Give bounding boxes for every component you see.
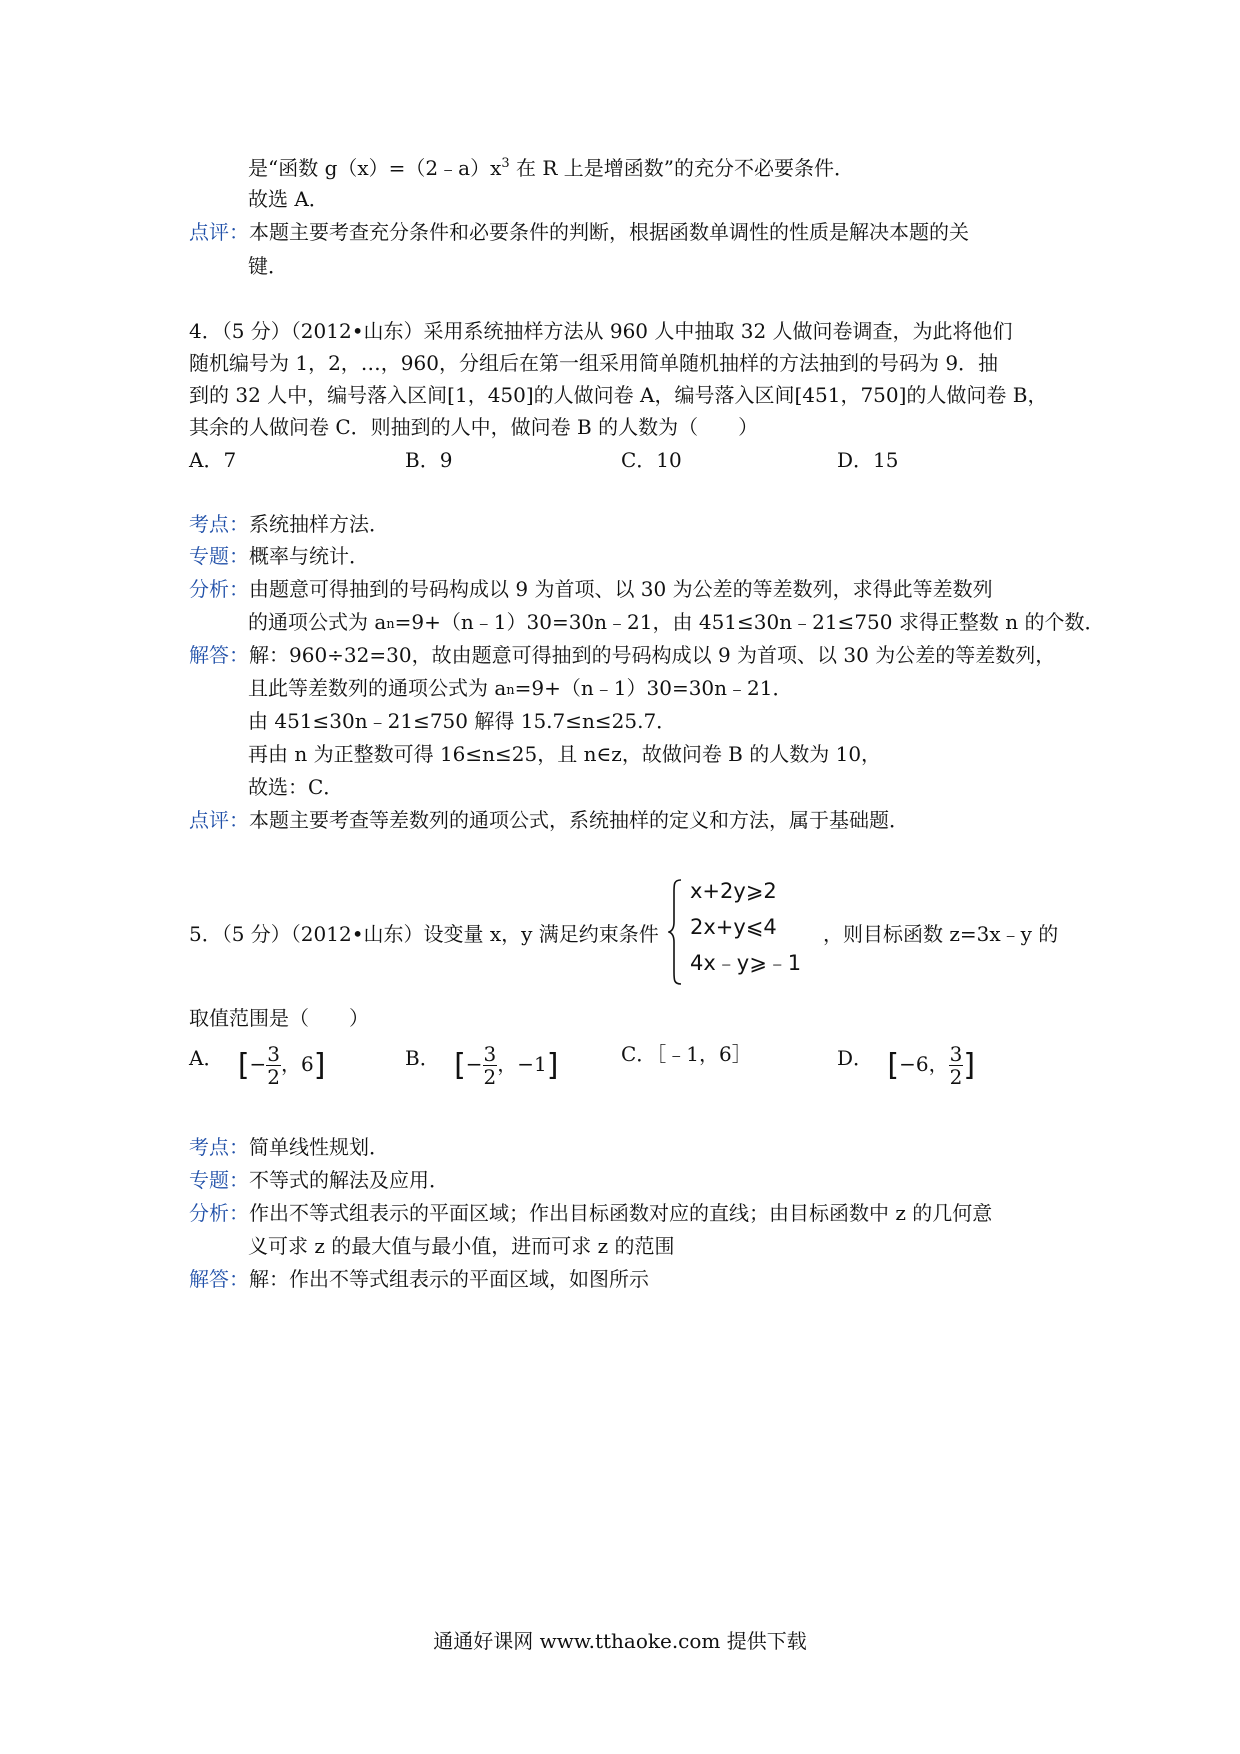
fraction [949,1044,964,1087]
dianping-label: 点评： [189,808,249,832]
option-b-rest: ，−1 [497,1052,547,1076]
q5-stem-line-2: 取值范围是（ ） [189,1006,369,1030]
q5-option-d [837,1038,976,1089]
constraint-system [668,878,818,986]
fenxi-text: 作出不等式组表示的平面区域；作出目标函数对应的直线；由目标函数中 z 的几何意 [249,1201,993,1225]
jieda-text-2b: =9+（n﹣1）30=30n﹣21． [514,676,793,700]
bracket: [ [887,1048,900,1083]
q4-stem-line-3: 到的 32 人中，编号落入区间[1，450]的人做问卷 A，编号落入区间[451，750]的人做问卷 B， [189,383,1048,407]
denominator: 2 [483,1065,497,1089]
q4-jieda-line-2 [248,675,793,701]
kaodian-label: 考点： [189,1135,249,1159]
denominator: 2 [949,1065,963,1089]
q4-option-b: B．9 [405,448,453,472]
jieda-label: 解答： [189,643,249,667]
zhuanti-label: 专题： [189,544,249,568]
footer: 通通好课网 www.tthaoke.com 提供下载 [433,1629,807,1653]
q5-option-c: C．［﹣1，6］ [621,1042,752,1066]
option-d-pre: −6， [899,1052,949,1076]
q4-kaodian [189,511,389,537]
q4-zhuanti [189,543,369,569]
q4-jieda-line-5: 故选：C． [248,775,344,799]
q5-stem-line-1a: 5．（5 分）（2012•山东）设变量 x，y 满足约束条件 [189,922,659,946]
numerator: 3 [483,1042,497,1066]
prev-comment-line [189,219,969,245]
fenxi-text-2a: 的通项公式为 a [248,610,387,634]
minus-sign: − [465,1052,483,1076]
option-a-label: A． [189,1046,224,1070]
subscript: n [386,617,395,632]
jieda-text-2a: 且此等差数列的通项公式为 a [248,676,507,700]
bracket: [ [454,1048,466,1083]
fenxi-text: 由题意可得抽到的号码构成以 9 为首项、以 30 为公差的等差数列，求得此等差数列 [249,577,993,601]
kaodian-label: 考点： [189,512,249,536]
constraint-3: 4x﹣y⩾﹣1 [690,951,802,975]
q4-dianping [189,807,909,833]
comment-label: 点评： [189,220,249,244]
constraint-1: x+2y⩾2 [690,879,777,903]
comment-text: 本题主要考查充分条件和必要条件的判断，根据函数单调性的性质是解决本题的关 [249,220,969,244]
q4-stem-line-2: 随机编号为 1，2，…，960，分组后在第一组采用简单随机抽样的方法抽到的号码为 9．抽 [189,351,999,375]
q5-stem-line-1b: ，则目标函数 z=3x﹣y 的 [823,922,1059,946]
jieda-text: 解：960÷32=30，故由题意可得抽到的号码构成以 9 为首项、以 30 为公差的等差数列， [249,643,1056,667]
minus-sign: − [249,1052,267,1076]
bracket: [ [237,1048,250,1083]
fenxi-label: 分析： [189,577,249,601]
numerator: 3 [949,1042,963,1066]
q4-option-c: C．10 [621,448,682,472]
zhuanti-label: 专题： [189,1168,249,1192]
dianping-text: 本题主要考查等差数列的通项公式，系统抽样的定义和方法，属于基础题． [249,808,909,832]
q4-stem-line-4: 其余的人做问卷 C．则抽到的人中，做问卷 B 的人数为（ ） [189,415,759,439]
bracket: ] [546,1048,559,1083]
q4-jieda-line-3: 由 451≤30n﹣21≤750 解得 15.7≤n≤25.7． [248,709,677,733]
kaodian-text: 系统抽样方法． [249,512,389,536]
q4-jieda [189,642,1055,668]
q4-jieda-line-4: 再由 n 为正整数可得 16≤n≤25，且 n∈z，故做问卷 B 的人数为 10， [248,742,882,766]
q4-fenxi-line-2 [248,609,1104,635]
q5-zhuanti [189,1167,449,1193]
q5-fenxi-line-2: 义可求 z 的最大值与最小值，进而可求 z 的范围 [248,1234,675,1258]
fraction [483,1044,498,1087]
q5-kaodian [189,1134,389,1160]
bracket: ] [313,1048,326,1083]
q5-fenxi [189,1200,992,1226]
option-a-rest: ，6 [281,1052,314,1076]
zhuanti-text: 不等式的解法及应用． [249,1168,449,1192]
option-d-label: D． [837,1046,874,1070]
constraint-2: 2x+y⩽4 [690,915,777,939]
q5-option-b [405,1038,559,1089]
kaodian-text: 简单线性规划． [249,1135,389,1159]
prev-choice-line: 故选 A． [248,187,329,211]
jieda-label: 解答： [189,1267,249,1291]
q5-jieda [189,1266,649,1292]
q4-stem-line-1: 4．（5 分）（2012•山东）采用系统抽样方法从 960 人中抽取 32 人做问卷调查，为此将他们 [189,319,1013,343]
fraction [266,1044,281,1087]
left-brace-icon [668,878,682,986]
prev-conclusion-line [248,155,854,181]
jieda-text: 解：作出不等式组表示的平面区域，如图所示 [249,1267,649,1291]
q4-fenxi [189,576,993,602]
prev-line1-text: 是“函数 g（x）=（2﹣a）x [248,156,502,180]
numerator: 3 [267,1042,281,1066]
q5-option-a [189,1038,326,1089]
prev-line1-end: 在 R 上是增函数”的充分不必要条件． [509,156,854,180]
q4-option-d: D．15 [837,448,899,472]
fenxi-label: 分析： [189,1201,249,1225]
denominator: 2 [267,1065,281,1089]
subscript: n [506,683,515,698]
q4-option-a: A．7 [189,448,237,472]
exponent: 3 [501,156,510,171]
zhuanti-text: 概率与统计． [249,544,369,568]
option-b-label: B． [405,1046,440,1070]
prev-comment-line-2: 键． [248,254,288,278]
fenxi-text-2b: =9+（n﹣1）30=30n﹣21，由 451≤30n﹣21≤750 求得正整数 n 的个数． [394,610,1105,634]
bracket: ] [963,1048,976,1083]
